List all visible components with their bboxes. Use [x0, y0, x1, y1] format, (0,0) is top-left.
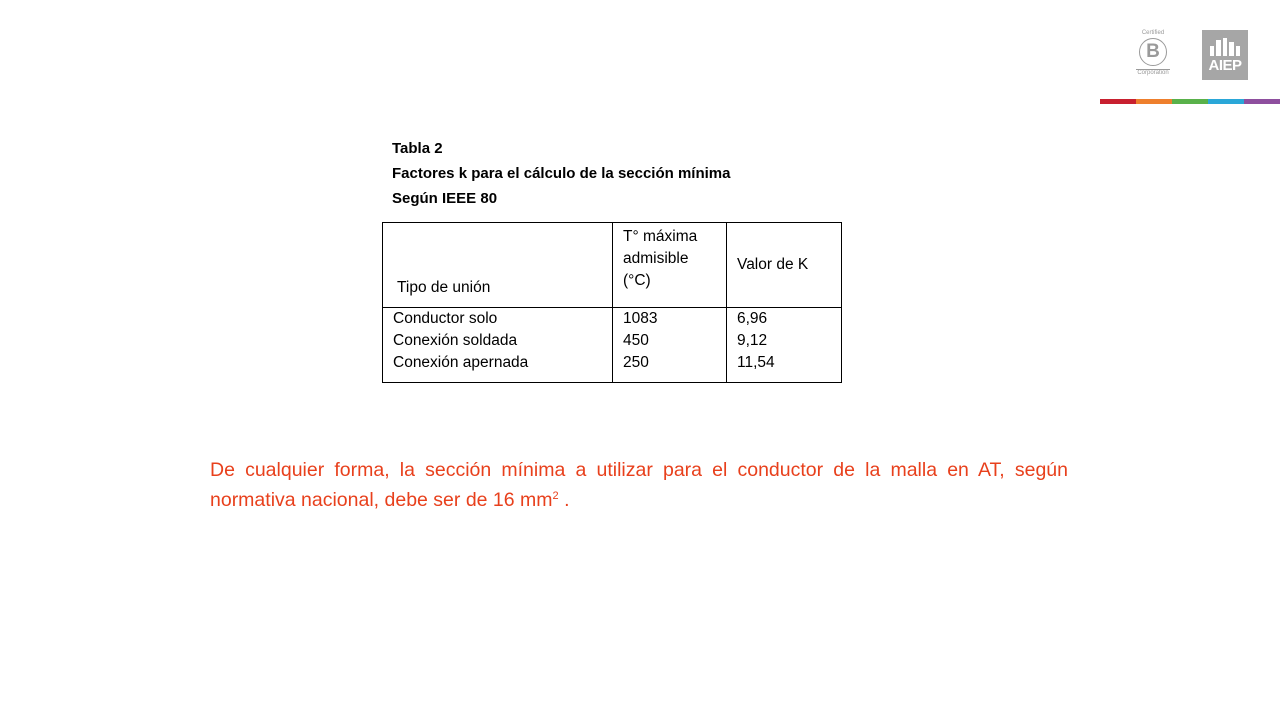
- table-caption: [392, 136, 730, 211]
- column-valor-k: [727, 308, 842, 383]
- bcorp-top-text: Certified: [1141, 30, 1165, 36]
- cell-k: 11,54: [737, 354, 775, 371]
- caption-table-number: Tabla 2: [392, 140, 443, 157]
- strip-orange: [1136, 99, 1172, 104]
- cell-temp: 250: [623, 354, 649, 371]
- header-temp-max: T° máxima admisible (°C): [613, 223, 727, 308]
- strip-blue: [1208, 99, 1244, 104]
- cell-temp: 450: [623, 332, 649, 349]
- aiep-building-icon: [1210, 38, 1240, 56]
- aiep-logo: [1202, 30, 1248, 80]
- strip-green: [1172, 99, 1208, 104]
- cell-tipo: Conexión soldada: [393, 332, 518, 349]
- table-header-row: [383, 223, 842, 308]
- header-tipo-union: Tipo de unión: [383, 223, 613, 308]
- caption-source: Según IEEE 80: [392, 190, 498, 207]
- note-suffix: .: [558, 489, 570, 511]
- bcorp-letter: B: [1139, 38, 1167, 66]
- cell-tipo: Conductor solo: [393, 310, 498, 327]
- cell-temp: 1083: [623, 310, 658, 327]
- strip-purple: [1244, 99, 1280, 104]
- aiep-wordmark: AIEP: [1208, 57, 1242, 74]
- cell-k: 6,96: [737, 310, 768, 327]
- caption-title: Factores k para el cálculo de la sección mínima: [392, 165, 731, 182]
- bcorp-logo: [1132, 30, 1174, 80]
- cell-tipo: Conexión apernada: [393, 354, 529, 371]
- note-superscript: 2: [552, 490, 559, 502]
- header-valor-k: Valor de K: [727, 223, 842, 308]
- column-temp-max: [613, 308, 727, 383]
- brand-color-strip: [1100, 99, 1280, 104]
- cell-k: 9,12: [737, 332, 768, 349]
- k-factors-table: [382, 222, 842, 383]
- bcorp-bottom-text: Corporation: [1137, 70, 1169, 76]
- column-tipo-union: [383, 308, 613, 383]
- strip-red: [1100, 99, 1136, 104]
- note-text: De cualquier forma, la sección mínima a utilizar para el conductor de la malla en AT, según normativa nacional, debe ser de 16 mm: [210, 459, 1068, 511]
- table-row: [383, 308, 842, 383]
- minimum-section-note: [210, 455, 1068, 515]
